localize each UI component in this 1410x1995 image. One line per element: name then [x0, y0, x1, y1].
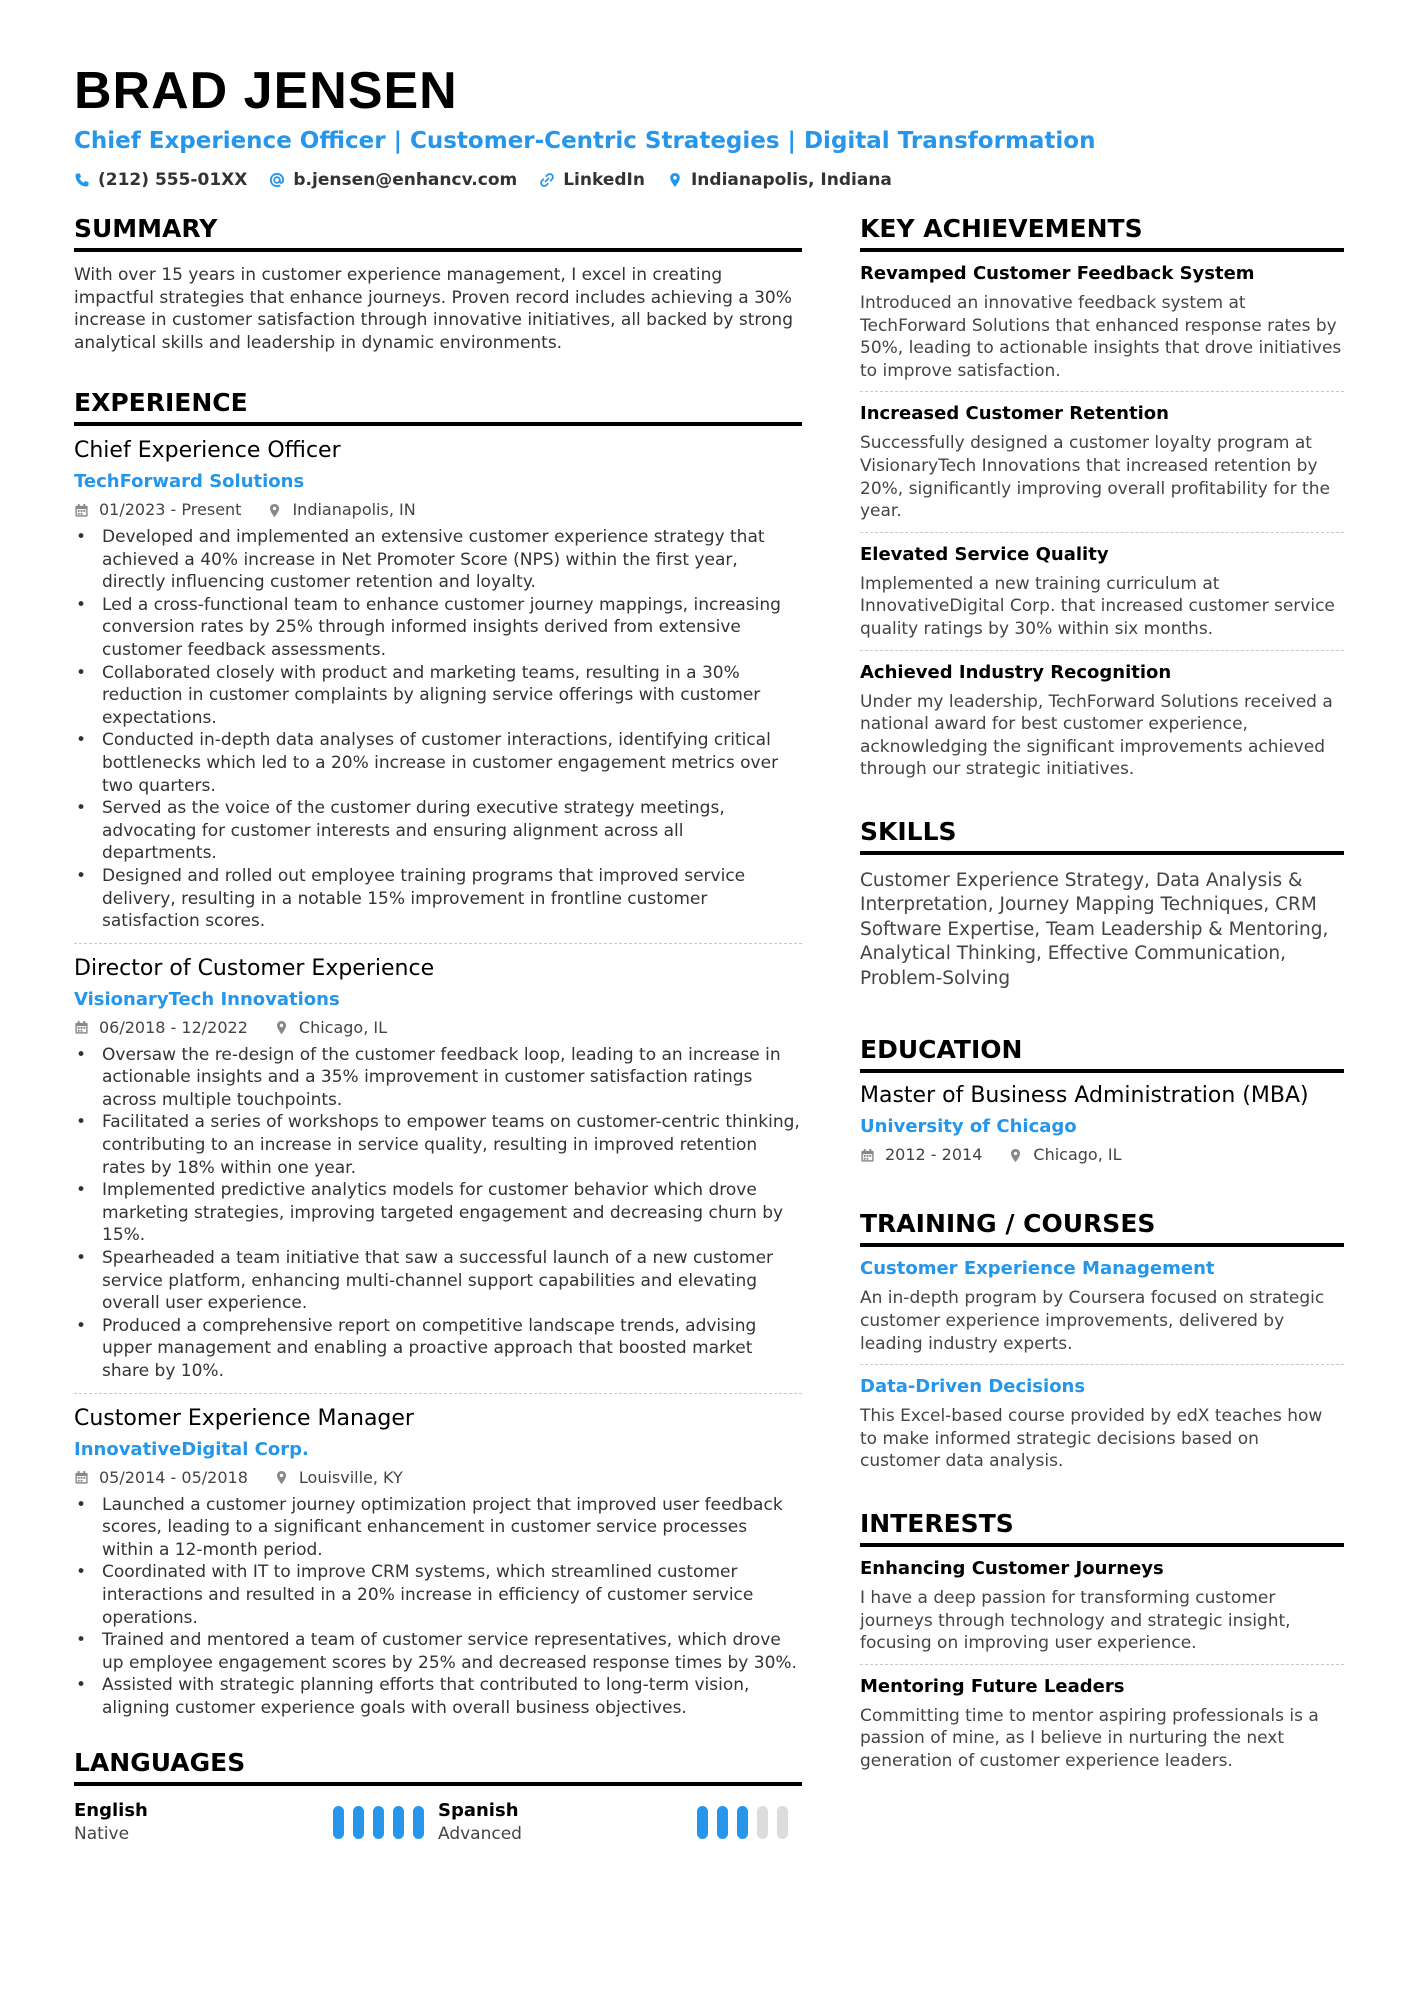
interest-item-text: Committing time to mentor aspiring professionals is a passion of mine, as I believe in nurturing the next generation of customer experience leaders.: [860, 1705, 1319, 1771]
right-column: [860, 214, 1344, 1773]
achievement-item-title: Increased Customer Retention: [860, 403, 1169, 425]
language-level: Native: [74, 1823, 130, 1844]
rating-dot: [697, 1806, 708, 1839]
job-bullet: • Conducted in-depth data analyses of customer interactions, identifying critical bottlenecks which led to a 20% increase in customer engagement metrics over two quarters.: [74, 729, 802, 797]
job-meta: [74, 1468, 802, 1488]
achievements-heading: KEY ACHIEVEMENTS: [860, 214, 1344, 252]
job-bullets: [74, 1044, 802, 1383]
summary-text: With over 15 years in customer experience management, I excel in creating impactful strategies that enhance journeys. Proven record includes achieving a 30% increase in customer satisfaction through innovative initiatives, all backed by strong analytical skills and leadership in dynamic environments.: [74, 265, 793, 353]
rating-dot: [373, 1806, 384, 1839]
education-dates-text: 2012 - 2014: [885, 1145, 983, 1165]
achievement-item-text: Under my leadership, TechForward Solutions received a national award for best customer experience, acknowledging the significant improvements achieved through our strategic initiatives.: [860, 691, 1333, 780]
education-dates: [860, 1145, 982, 1165]
location-pin-icon: [274, 1470, 289, 1485]
at-sign-icon: [269, 172, 285, 188]
skills-text: Customer Experience Strategy, Data Analysis & Interpretation, Journey Mapping Techniques, CRM Software Expertise, Team Leadership & Mentoring, Analytical Thinking, Effective Communication, Problem-Solving: [860, 869, 1329, 989]
job-bullet: • Served as the voice of the customer during executive strategy meetings, advocating for customer interests and ensuring alignment across all departments.: [74, 797, 802, 865]
calendar-icon: [74, 1470, 89, 1485]
job-bullet: • Facilitated a series of workshops to empower teams on customer-centric thinking, contributing to an increase in service quality, resulting in improved retention rates by 18% within one year.: [74, 1111, 802, 1179]
left-column: [74, 214, 802, 1846]
job-list: [74, 436, 802, 1720]
achievements-section: [860, 214, 1344, 781]
job-location-text: Chicago, IL: [298, 1017, 387, 1037]
achievement-item-title: Achieved Industry Recognition: [860, 661, 1172, 683]
location-pin-icon: [267, 503, 282, 518]
job-bullet: • Launched a customer journey optimization project that improved user feedback scores, leading to a significant enhancement in customer service processes within a 12-month period.: [74, 1494, 802, 1562]
headline: Chief Experience Officer | Customer-Centric Strategies | Digital Transformation: [74, 128, 1096, 154]
rating-dot: [757, 1806, 768, 1839]
language-info: [74, 1800, 148, 1846]
language-rating: [697, 1806, 788, 1846]
rating-dot: [413, 1806, 424, 1839]
job-location-text: Indianapolis, IN: [292, 500, 416, 519]
contact-email[interactable]: [269, 170, 517, 190]
achievement-item: [860, 651, 1344, 781]
interests-section: [860, 1509, 1344, 1773]
company-name: InnovativeDigital Corp.: [74, 1438, 309, 1460]
job-bullet: • Oversaw the re-design of the customer feedback loop, leading to an increase in actionable insights and a 35% improvement in customer satisfaction ratings across multiple touchpoints.: [74, 1044, 802, 1112]
job-bullet: • Designed and rolled out employee training programs that improved service delivery, resulting in a notable 15% improvement in frontline customer satisfaction scores.: [74, 865, 802, 933]
job-bullet: • Produced a comprehensive report on competitive landscape trends, advising upper management and enabling a proactive approach that boosted market share by 10%.: [74, 1315, 802, 1383]
job-bullets: [74, 526, 802, 933]
divider: [74, 1393, 802, 1394]
achievement-item: [860, 392, 1344, 532]
skills-heading: SKILLS: [860, 817, 1344, 855]
interest-list: [860, 1547, 1344, 1773]
languages-heading: LANGUAGES: [74, 1748, 802, 1786]
experience-heading: EXPERIENCE: [74, 388, 802, 426]
interest-item-title: Enhancing Customer Journeys: [860, 1557, 1164, 1579]
job-bullet: • Implemented predictive analytics models for customer behavior which drove marketing strategies, improving targeted engagement and decreasing churn by 15%.: [74, 1179, 802, 1247]
job-entry: [74, 436, 802, 944]
achievement-item-text: Introduced an innovative feedback system at TechForward Solutions that enhanced response rates by 50%, leading to actionable insights that drove initiatives to improve satisfaction.: [860, 293, 1342, 381]
contact-bar: [74, 170, 1344, 190]
job-title: Chief Experience Officer: [74, 438, 341, 463]
job-location-text: Louisville, KY: [298, 1467, 403, 1487]
achievement-item-title: Revamped Customer Feedback System: [860, 263, 1255, 284]
job-bullet: • Collaborated closely with product and marketing teams, resulting in a 30% reduction in customer complaints by aligning service offerings with customer expectations.: [74, 662, 802, 730]
calendar-icon: [860, 1148, 875, 1163]
training-heading: TRAINING / COURSES: [860, 1209, 1344, 1247]
interests-heading: INTERESTS: [860, 1509, 1344, 1547]
language-list: [74, 1800, 802, 1846]
achievement-item-title: Elevated Service Quality: [860, 543, 1109, 565]
languages-section: [74, 1748, 802, 1846]
calendar-icon: [74, 1020, 89, 1035]
location-text: Indianapolis, Indiana: [690, 170, 892, 190]
job-dates-text: 01/2023 - Present: [99, 500, 242, 519]
achievement-list: [860, 252, 1344, 781]
language-rating: [333, 1806, 424, 1846]
job-dates-text: 06/2018 - 12/2022: [99, 1017, 248, 1037]
job-meta: [74, 1018, 802, 1038]
achievement-item: [860, 533, 1344, 651]
job-entry: [74, 1404, 802, 1720]
location-pin-icon: [1008, 1148, 1023, 1163]
summary-section: [74, 214, 802, 354]
job-location: [274, 1018, 387, 1038]
phone-text: (212) 555-01XX: [98, 170, 248, 190]
rating-dot: [333, 1806, 344, 1839]
training-section: [860, 1209, 1344, 1473]
education-location: [1008, 1145, 1121, 1165]
link-icon: [539, 172, 555, 188]
contact-location: [667, 170, 892, 190]
job-dates: [74, 1018, 248, 1038]
language-item: [438, 1800, 802, 1846]
interest-item-title: Mentoring Future Leaders: [860, 1675, 1125, 1697]
email-text: b.jensen@enhancv.com: [293, 170, 518, 190]
interest-item: [860, 1547, 1344, 1665]
course-list: [860, 1247, 1344, 1473]
skills-section: [860, 817, 1344, 992]
linkedin-text: LinkedIn: [563, 170, 645, 190]
education-location-text: Chicago, IL: [1033, 1145, 1122, 1165]
job-meta: [74, 500, 802, 520]
course-item: [860, 1247, 1344, 1365]
interest-item: [860, 1665, 1344, 1773]
location-pin-icon: [667, 172, 683, 188]
language-info: [438, 1800, 522, 1846]
resume-page: [74, 62, 1344, 1844]
course-item-text: An in-depth program by Coursera focused on strategic customer experience improvements, delivered by leading industry experts.: [860, 1288, 1325, 1354]
job-location: [274, 1468, 403, 1488]
calendar-icon: [74, 503, 89, 518]
rating-dot: [717, 1806, 728, 1839]
job-bullet: • Led a cross-functional team to enhance customer journey mappings, increasing conversion rates by 25% through informed insights derived from extensive customer feedback assessments.: [74, 594, 802, 662]
course-item: [860, 1365, 1344, 1473]
rating-dot: [353, 1806, 364, 1839]
education-heading: EDUCATION: [860, 1035, 1344, 1073]
phone-icon: [74, 172, 90, 188]
achievement-item-text: Implemented a new training curriculum at InnovativeDigital Corp. that increased customer service quality ratings by 30% within six months.: [860, 573, 1335, 639]
company-name: TechForward Solutions: [74, 471, 305, 492]
job-dates: [74, 1468, 248, 1488]
degree: Master of Business Administration (MBA): [860, 1083, 1309, 1109]
location-pin-icon: [274, 1020, 289, 1035]
job-title: Customer Experience Manager: [74, 1405, 414, 1431]
course-item-title: Customer Experience Management: [860, 1258, 1215, 1280]
divider: [74, 943, 802, 944]
education-meta: [860, 1145, 1344, 1165]
experience-section: [74, 388, 802, 1720]
achievement-item-text: Successfully designed a customer loyalty program at VisionaryTech Innovations that increased retention by 20%, significantly improving overall profitability for the year.: [860, 433, 1330, 522]
job-bullet: • Coordinated with IT to improve CRM systems, which streamlined customer interactions and resulted in a 20% increase in efficiency of customer service operations.: [74, 1561, 802, 1629]
job-bullet: • Developed and implemented an extensive customer experience strategy that achieved a 40% increase in Net Promoter Score (NPS) within the first year, directly influencing customer retention and loyalty.: [74, 526, 802, 594]
job-location: [267, 500, 415, 520]
course-item-title: Data-Driven Decisions: [860, 1376, 1086, 1398]
candidate-name: BRAD JENSEN: [74, 62, 458, 120]
interest-item-text: I have a deep passion for transforming customer journeys through technology and strategic insight, focusing on improving user experience.: [860, 1587, 1291, 1654]
achievement-item: [860, 252, 1344, 392]
job-bullet: • Spearheaded a team initiative that saw a successful launch of a new customer service platform, enhancing multi-channel support capabilities and elevating overall user experience.: [74, 1247, 802, 1315]
job-bullets: [74, 1494, 802, 1720]
summary-heading: SUMMARY: [74, 214, 802, 252]
course-item-text: This Excel-based course provided by edX teaches how to make informed strategic decisions based on customer data analysis.: [860, 1406, 1323, 1472]
language-item: [74, 1800, 438, 1846]
contact-phone[interactable]: [74, 170, 247, 190]
contact-linkedin[interactable]: [539, 170, 645, 190]
job-title: Director of Customer Experience: [74, 955, 435, 981]
education-section: [860, 1035, 1344, 1165]
company-name: VisionaryTech Innovations: [74, 988, 340, 1010]
job-bullet: • Assisted with strategic planning efforts that contributed to long-term vision, aligning customer experience goals with overall business objectives.: [74, 1674, 802, 1719]
job-bullet: • Trained and mentored a team of customer service representatives, which drove up employee engagement scores by 25% and decreased response times by 30%.: [74, 1629, 802, 1674]
rating-dot: [393, 1806, 404, 1839]
rating-dot: [777, 1806, 788, 1839]
job-dates: [74, 500, 241, 520]
language-name: Spanish: [438, 1799, 519, 1821]
job-entry: [74, 954, 802, 1394]
job-dates-text: 05/2014 - 05/2018: [99, 1467, 248, 1487]
language-name: English: [74, 1799, 148, 1821]
school-name: University of Chicago: [860, 1116, 1077, 1138]
rating-dot: [737, 1806, 748, 1839]
language-level: Advanced: [438, 1823, 522, 1844]
